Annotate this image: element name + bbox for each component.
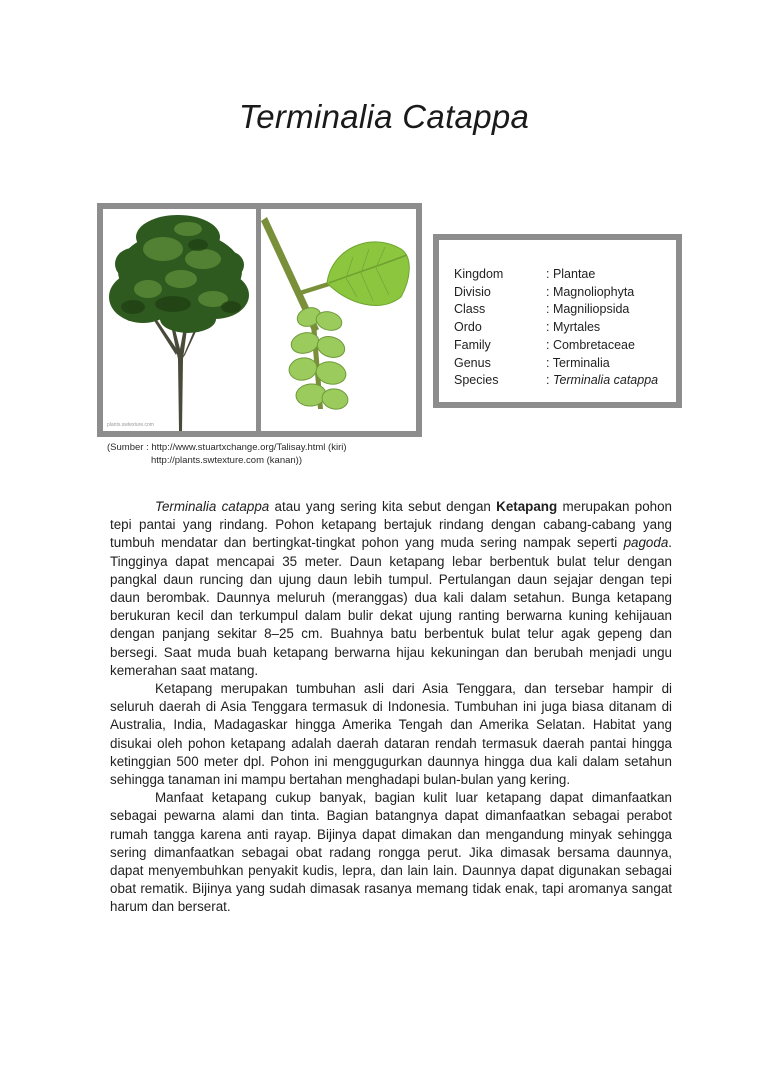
leaf-fruit-photo (261, 209, 416, 431)
classification-row (454, 284, 658, 302)
species-prefix: : (546, 373, 553, 388)
paragraph-1 (110, 498, 672, 680)
leaf-fruit-illustration (261, 209, 416, 431)
classification-row (454, 372, 658, 390)
value-family: : Combretaceae (546, 337, 635, 352)
tree-photo (103, 209, 256, 431)
classification-row (454, 319, 658, 337)
classification-box (433, 234, 682, 408)
photo-watermark: plants.swtexture.com (107, 422, 154, 428)
paragraph-1-text-c: . Tingginya dapat mencapai 35 meter. Daun ketapang lebar berbentuk bulat telur dengan pangkal daun runcing dan ujung daun lebih tumpul. Pertulangan daun sejajar dengan tepi daun berombak. Daunnya meluruh (meranggas) dua kali dalam setahun. Bunga ketapang berukuran kecil dan terkumpul dalam bulir dekat ujung ranting berwarna kuning kehijauan dengan panjang sekitar 8–25 cm. Buahnya batu berbentuk bulat telur agak gepeng dan bersegi. Saat muda buah ketapang berwarna hijau kekuningan dan berubah menjadi ungu kemerahan saat matang. (110, 535, 672, 678)
paragraph-1-text-b: merupakan pohon tepi pantai yang rindang. Pohon ketapang bertajuk rindang dengan cabang-cabang yang tumbuh mendatar dan bertingkat-tingkat pohon yang muda sering nampak seperti (110, 499, 672, 551)
classification-panel (439, 240, 676, 402)
rank-family: Family (454, 337, 491, 352)
page-title: Terminalia Catappa (238, 98, 530, 135)
article-body (110, 498, 672, 917)
value-class: : Magniliopsida (546, 302, 630, 317)
paragraph-3: Manfaat ketapang cukup banyak, bagian kulit luar ketapang dapat dimanfaatkan sebagai pewarna alami dan tinta. Bagian batangnya dapat dimanfaatkan sebagai perabot rumah tangga karena anti rayap. Bijinya dapat dimakan dan mengandung minyak sehingga sering dimanfaatkan sebagai obat radang rongga perut. Jika dimasak bersama daunnya, dapat menyembuhkan penyakit kudis, lepra, dan lain lain. Daunnya dapat digunakan sebagai obat rematik. Bijinya yang sudah dimasak rasanya memang tidak enak, tapi aromanya sangat harum dan berserat. (110, 790, 672, 915)
classification-row (454, 337, 658, 355)
paragraph-2: Ketapang merupakan tumbuhan asli dari Asia Tenggara, dan tersebar hampir di seluruh daerah di Asia Tenggara termasuk di Indonesia. Tumbuhan ini juga biasa ditanam di Australia, India, Madagaskar hingga Amerika Tengah dan Amerika Selatan. Habitat yang disukai oleh pohon ketapang adalah daerah dataran rendah termasuk daerah pantai hingga ketinggian 500 meter dpl. Pohon ini menggugurkan daunnya hingga dua kali dalam setahun sehingga tanaman ini mampu bertahan menghadapi bulan-bulan yang kering. (110, 681, 672, 788)
value-genus: : Terminalia (546, 355, 610, 370)
rank-species: Species (454, 373, 499, 388)
value-species (546, 372, 658, 390)
photo-frame (97, 203, 422, 437)
image-source-caption (107, 441, 347, 467)
value-ordo: : Myrtales (546, 320, 601, 335)
rank-ordo: Ordo (454, 320, 482, 335)
classification-row (454, 266, 658, 284)
rank-kingdom: Kingdom (454, 267, 504, 281)
caption-line-1: (Sumber : http://www.stuartxchange.org/Talisay.html (kiri) (107, 442, 347, 453)
value-kingdom: : Plantae (546, 267, 596, 281)
value-divisio: : Magnoliophyta (546, 284, 635, 299)
scientific-name: Terminalia catappa (155, 499, 270, 514)
rank-divisio: Divisio (454, 284, 491, 299)
species-name: Terminalia catappa (552, 373, 659, 388)
common-name: Ketapang (496, 499, 558, 514)
rank-class: Class (454, 302, 486, 317)
tree-illustration (103, 209, 256, 431)
rank-genus: Genus (454, 355, 491, 370)
pagoda-term: pagoda (623, 535, 669, 551)
paragraph-1-text-a: atau yang sering kita sebut dengan (269, 499, 497, 514)
classification-table (454, 266, 658, 390)
classification-row (454, 355, 658, 373)
classification-row (454, 301, 658, 319)
caption-line-2: http://plants.swtexture.com (kanan)) (151, 455, 303, 466)
